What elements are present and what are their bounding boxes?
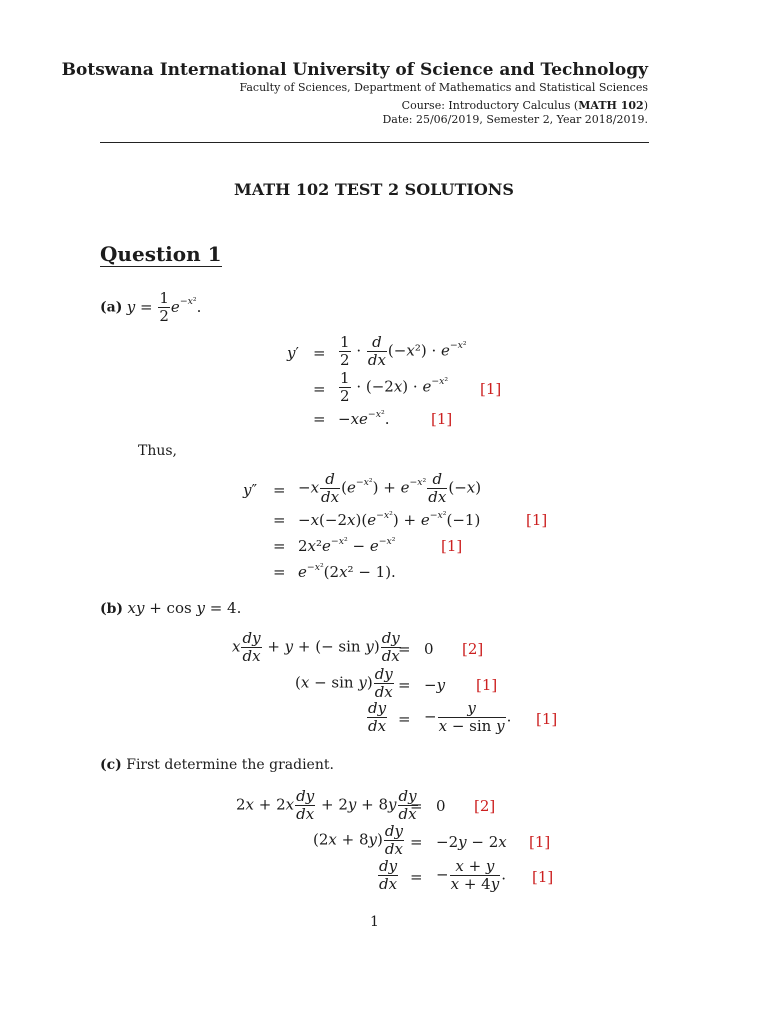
equals-sign: = (410, 868, 423, 886)
mark-1: [1] (431, 410, 453, 428)
b-row1-lhs: x $\frac{dy}{dx}$ + y + (− sin y) $\frac{dy}{dx}$ (232, 629, 400, 665)
mark-1: [1] (536, 710, 558, 728)
yprime-step3: $-xe^{-x^2}$. (338, 408, 390, 428)
part-b (100, 599, 241, 617)
equals-sign: = (273, 537, 286, 555)
thus-text: Thus, (138, 443, 178, 459)
ydoubleprime-step4: $e^{-x^2}(2x^2 - 1)$. (298, 561, 396, 581)
equals-sign: = (313, 380, 326, 398)
c-row3-lhs: $\frac{dy}{dx}$ (379, 857, 398, 893)
equals-sign: = (273, 481, 286, 499)
yprime-step1: $\frac{1}{2}$ · $\frac{d}{dx}$ $(-x^2) \cdot e^{-x^2}$ (340, 333, 467, 369)
part-a-equation: y = $\frac{1}{2}$ $e^{-x^2}$. (126, 289, 202, 325)
equals-sign: = (313, 410, 326, 428)
mark-1: [1] (529, 833, 551, 851)
ydoubleprime-step2: $-x(-2x)(e^{-x^2}) + e^{-x^2}(-1)$ (298, 509, 481, 529)
page-number: 1 (370, 914, 379, 930)
equals-sign: = (398, 710, 411, 728)
mark-2: [2] (462, 640, 484, 658)
b-row2-rhs: −y (424, 676, 446, 694)
mark-1: [1] (441, 537, 463, 555)
part-b-label: (b) (100, 601, 124, 617)
ydoubleprime-step1: −x $\frac{d}{dx}$ $(e^{-x^2}) + e^{-x^2}$ $\frac{d}{dx}$ (−x) (298, 470, 482, 506)
part-b-equation: xy + cos y = 4. (127, 599, 242, 617)
part-c-text: First determine the gradient. (126, 757, 334, 773)
equals-sign: = (398, 640, 411, 658)
course-prefix: Course: Introductory Calculus ( (401, 99, 579, 112)
c-row1-rhs: 0 (436, 797, 446, 815)
mark-2: [2] (474, 797, 496, 815)
header-rule (100, 142, 649, 143)
document-title: MATH 102 TEST 2 SOLUTIONS (234, 180, 514, 199)
b-row2-lhs: (x − sin y) $\frac{dy}{dx}$ (295, 665, 393, 701)
ydoubleprime-lhs: y″ (243, 481, 258, 499)
c-row3-rhs: − $\frac{x + y}{x + 4y}$ . (436, 857, 506, 893)
part-a-label: (a) (100, 299, 123, 316)
university-name: Botswana International University of Science and Technology (61, 60, 648, 80)
course-code: MATH 102 (578, 99, 644, 112)
question-heading: Question 1 (100, 242, 222, 266)
b-row3-rhs: − $\frac{y}{\text{x − sin y}}$ . (424, 699, 512, 735)
mark-1: [1] (480, 380, 502, 398)
mark-1: [1] (526, 511, 548, 529)
equals-sign: = (410, 797, 423, 815)
ydoubleprime-step3: $2x^2e^{-x^2} - e^{-x^2}$ (298, 535, 396, 555)
part-c-label: (c) (100, 757, 122, 773)
equals-sign: = (410, 833, 423, 851)
course-suffix: ) (643, 99, 648, 112)
yprime-lhs: y′ (287, 344, 299, 362)
mark-1: [1] (532, 868, 554, 886)
yprime-step2: $\frac{1}{2}$ · $(-2x) \cdot e^{-x^2}$ (340, 369, 449, 405)
equals-sign: = (313, 344, 326, 362)
date-line: Date: 25/06/2019, Semester 2, Year 2018/2019. (382, 113, 648, 126)
b-row1-rhs: 0 (424, 640, 434, 658)
part-c (100, 757, 334, 773)
faculty-line: Faculty of Sciences, Department of Mathematics and Statistical Sciences (239, 81, 648, 94)
c-row1-lhs: 2x + 2x $\frac{dy}{dx}$ + 2y + 8y $\frac{dy}{dx}$ (236, 787, 417, 823)
c-row2-lhs: (2x + 8y) $\frac{dy}{dx}$ (313, 822, 403, 858)
c-row2-rhs: −2y − 2x (436, 833, 507, 851)
equals-sign: = (273, 563, 286, 581)
part-a (100, 290, 201, 325)
equals-sign: = (273, 511, 286, 529)
b-row3-lhs: $\frac{dy}{dx}$ (368, 699, 387, 735)
equals-sign: = (398, 676, 411, 694)
course-line (402, 99, 648, 112)
mark-1: [1] (476, 676, 498, 694)
